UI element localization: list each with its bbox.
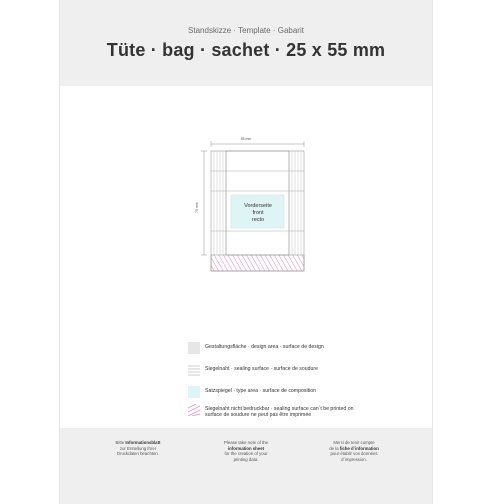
page-title: Tüte · bag · sachet · 25 x 55 mm [106, 40, 386, 60]
footer-note-de: Bitte Informationsblatt zur Erstellung Ihrer Druckdaten beachten. [115, 440, 161, 457]
sealing-surface-swatch [188, 364, 200, 376]
design-area-swatch [188, 342, 200, 354]
legend-item-design-area: Gestaltungsfläche · design area · surface de design [188, 342, 428, 354]
template-page [60, 0, 432, 504]
header [60, 0, 432, 86]
height-dimension-label: 70 mm [195, 202, 199, 213]
non-printable-seal [211, 255, 304, 271]
footer-note-fr: Merci de tenir compte de la fiche d´information pour établir vos données d´impression. [329, 440, 379, 462]
width-dimension-label: 55 mm [240, 137, 252, 141]
legend-item-type-area: Satzspiegel · type area · surface de composition [188, 386, 428, 398]
footer [60, 428, 432, 504]
footer-note-en: Please take note of the information sheet for the creation of your printing data. [224, 440, 268, 462]
front-label: Vorderseite front recto [244, 203, 272, 223]
legend-item-sealing-surface: Siegelnaht · sealing surface · surface de soudure [188, 364, 428, 376]
hatch-swatch [188, 404, 200, 416]
legend-item-non-printable: Siegelnaht nicht bedruckbar · sealing surface can´t be printed on surface de soudure ne peut pas être imprimée [188, 404, 428, 416]
type-area-swatch [188, 386, 200, 398]
subtitle: Standskizze · Template · Gabarit [188, 26, 304, 35]
